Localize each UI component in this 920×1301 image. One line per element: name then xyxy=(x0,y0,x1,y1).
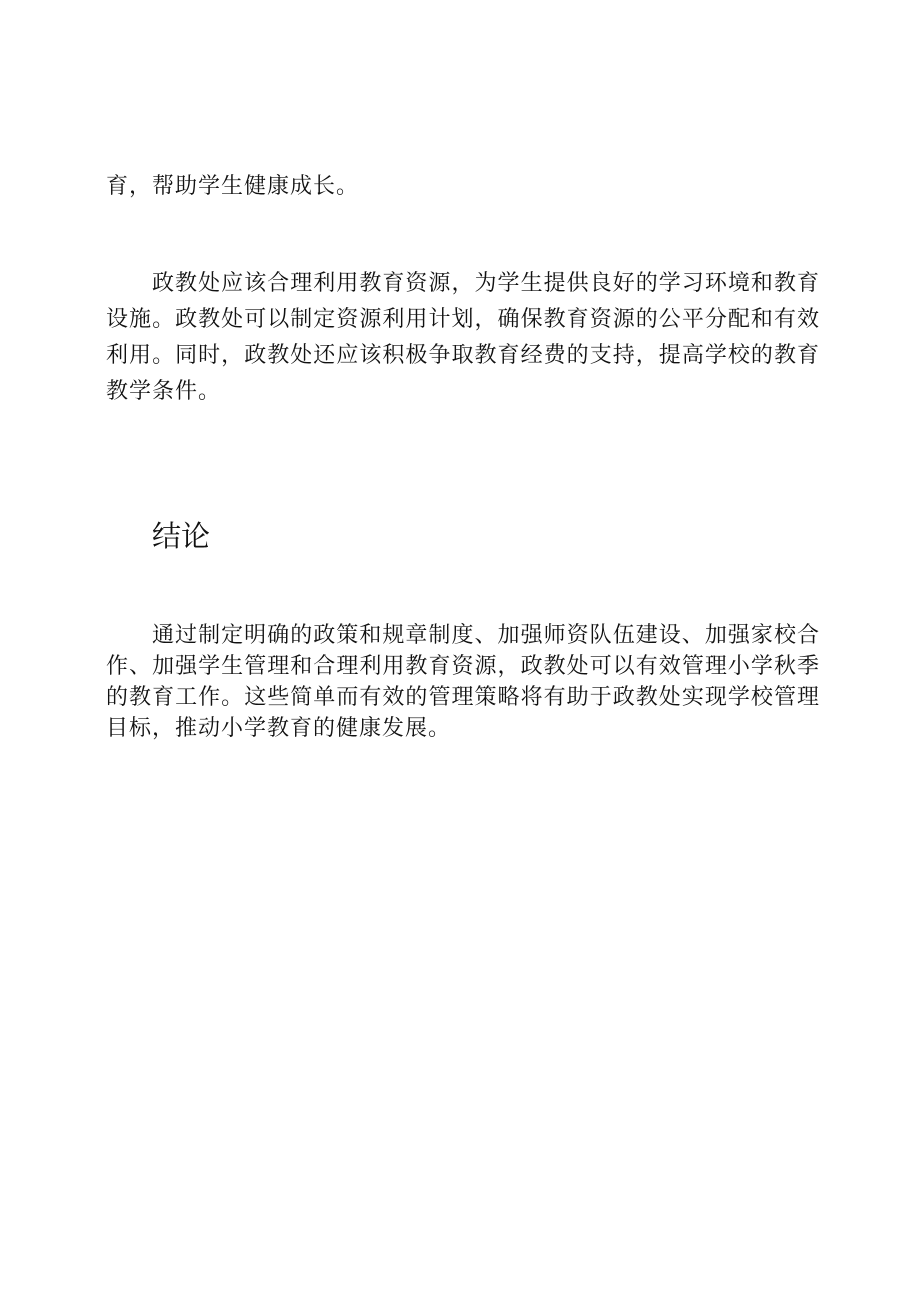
conclusion-heading: 结论 xyxy=(152,519,211,553)
conclusion-paragraph: 通过制定明确的政策和规章制度、加强师资队伍建设、加强家校合作、加强学生管理和合理利用教育资源，政教处可以有效管理小学秋季的教育工作。这些简单而有效的管理策略将有助于政教处实现学校管理目标，推动小学教育的健康发展。 xyxy=(106,623,820,741)
paragraph-resources: 政教处应该合理利用教育资源，为学生提供良好的学习环境和教育设施。政教处可以制定资源利用计划，确保教育资源的公平分配和有效利用。同时，政教处还应该积极争取教育经费的支持，提高学校的教育教学条件。 xyxy=(106,271,820,404)
paragraph-continuation: 育，帮助学生健康成长。 xyxy=(106,174,360,199)
